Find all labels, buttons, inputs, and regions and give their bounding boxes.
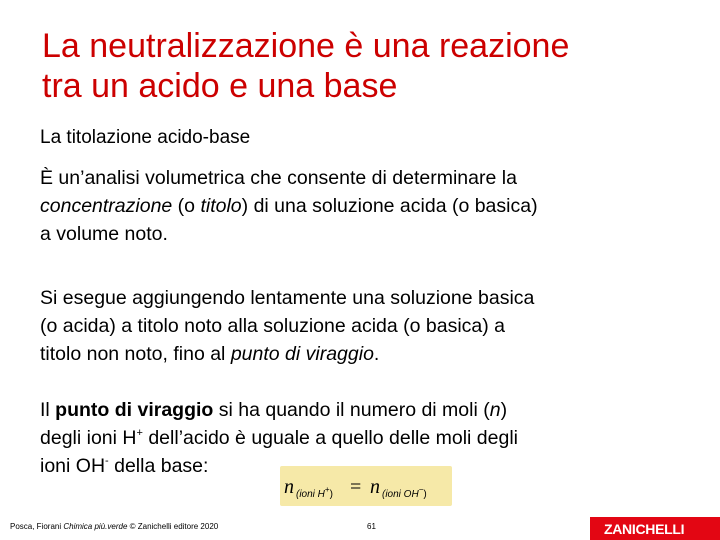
- formula-right-sup: −: [418, 485, 424, 494]
- text: È un’analisi volumetrica che consente di determinare la: [40, 167, 517, 189]
- text: della base:: [108, 455, 209, 477]
- paragraph-procedure: [40, 284, 680, 368]
- formula-right-sub-text: (ioni OH: [382, 489, 419, 500]
- emphasis: titolo: [200, 195, 242, 217]
- formula-equals: =: [350, 476, 362, 498]
- formula-n-right: n: [370, 476, 380, 498]
- formula-n-left: n: [284, 476, 294, 498]
- text: titolo non noto, fino al: [40, 343, 231, 365]
- text: (o acida) a titolo noto alla soluzione acida (o basica) a: [40, 315, 506, 337]
- formula-left-close: ): [329, 489, 333, 500]
- slide-title-line-2: tra un acido e una base: [42, 67, 398, 105]
- slide-title: [42, 26, 702, 106]
- emphasis: punto di viraggio: [230, 343, 374, 365]
- text: degli ioni H: [40, 427, 137, 449]
- footer-credits: [10, 522, 218, 532]
- slide-title-line-1: La neutralizzazione è una reazione: [42, 27, 570, 65]
- footer-authors: Posca, Fiorani: [10, 522, 64, 531]
- emphasis: n: [489, 399, 501, 421]
- formula-box: [280, 466, 452, 506]
- text: ioni OH: [40, 455, 106, 477]
- text: dell’acido è uguale a quello delle moli degli: [142, 427, 519, 449]
- formula-left-sub-text: (ioni H: [296, 489, 325, 500]
- formula-right-close: ): [423, 489, 427, 500]
- text: a volume noto.: [40, 223, 168, 245]
- text: (o: [172, 195, 201, 217]
- superscript: -: [105, 455, 109, 467]
- superscript: +: [136, 427, 143, 439]
- formula-right-subscript: [382, 485, 427, 500]
- text: ): [500, 399, 508, 421]
- text: Il: [40, 399, 56, 421]
- text: .: [373, 343, 380, 365]
- formula-left-subscript: [296, 485, 333, 500]
- bold-term: punto di viraggio: [55, 399, 214, 421]
- section-subtitle: La titolazione acido-base: [40, 127, 251, 148]
- publisher-logo: ZANICHELLI: [590, 517, 720, 540]
- emphasis: concentrazione: [40, 195, 173, 217]
- footer-publisher: © Zanichelli editore 2020: [127, 522, 219, 531]
- text: ) di una soluzione acida (o basica): [241, 195, 538, 217]
- paragraph-definition: [40, 164, 680, 248]
- text: si ha quando il numero di moli (: [213, 399, 490, 421]
- formula-left-sup: +: [324, 485, 330, 494]
- page-number: 61: [367, 522, 376, 531]
- formula-equation: [280, 466, 452, 506]
- footer-book-title: Chimica più.verde: [63, 522, 128, 531]
- text: Si esegue aggiungendo lentamente una soluzione basica: [40, 287, 535, 309]
